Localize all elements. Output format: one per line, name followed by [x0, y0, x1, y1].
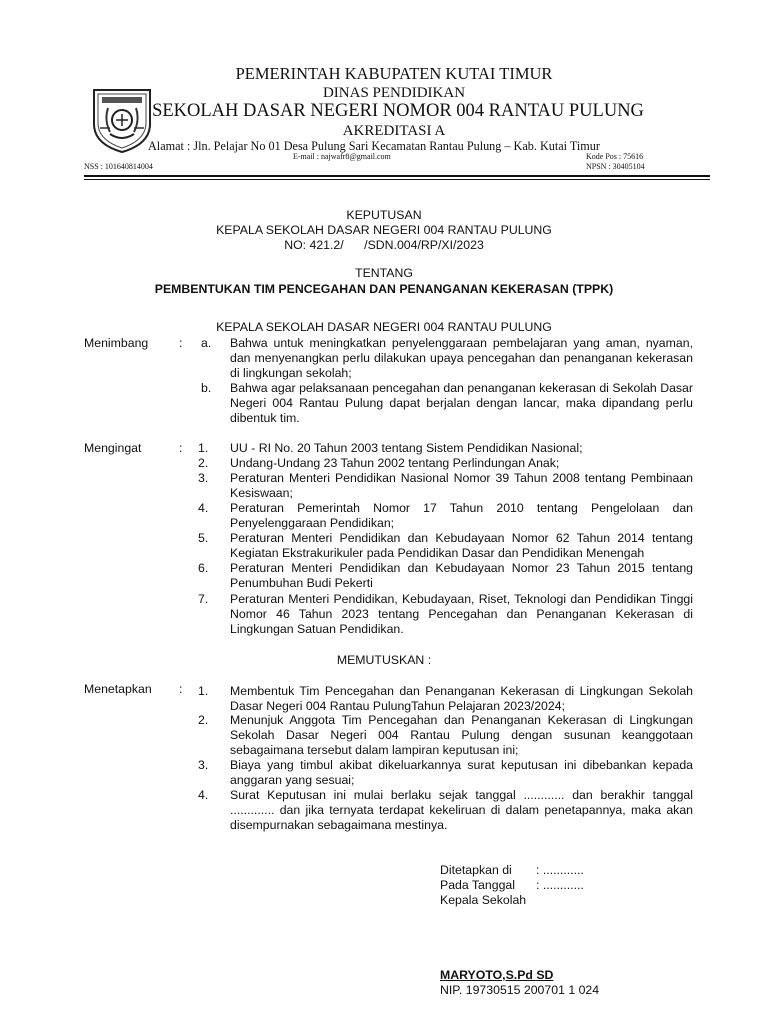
mengingat-item: Peraturan Menteri Pendidikan dan Kebudayaan Nomor 62 Tahun 2014 tentang Kegiatan Ekstrakurikuler pada Pendidikan Dasar dan Pendidikan Menengah	[230, 531, 693, 560]
mengingat-item: Peraturan Pemerintah Nomor 17 Tahun 2010 tentang Pengelolaan dan Penyelenggaraan Pendidikan;	[230, 501, 693, 530]
tanggal-value: : ............	[536, 878, 584, 892]
mengingat-marker: 2.	[198, 456, 209, 470]
ditetapkan-value: : ............	[536, 863, 584, 877]
menimbang-marker: a.	[201, 336, 212, 350]
menetapkan-marker: 3.	[198, 758, 209, 772]
decree-issuer-title: KEPALA SEKOLAH DASAR NEGERI 004 RANTAU PULUNG	[216, 223, 552, 237]
mengingat-item: Peraturan Menteri Pendidikan dan Kebudayaan Nomor 23 Tahun 2015 tentang Penumbuhan Budi Pekerti	[230, 561, 693, 590]
signatory-nip: NIP. 19730515 200701 1 024	[440, 983, 600, 997]
tanggal-label: Pada Tanggal	[440, 878, 515, 892]
mengingat-marker: 5.	[198, 531, 209, 545]
letterhead-postal-code: Kode Pos : 75616	[586, 152, 644, 161]
mengingat-item: UU - RI No. 20 Tahun 2003 tentang Sistem Pendidikan Nasional;	[230, 441, 583, 455]
mengingat-colon: :	[179, 441, 183, 455]
letterhead-rule-thin	[84, 179, 710, 180]
mengingat-marker: 1.	[198, 441, 209, 455]
menimbang-colon: :	[179, 336, 183, 350]
menetapkan-item: Surat Keputusan ini mulai berlaku sejak tanggal ............ dan berakhir tanggal ............. dan jika ternyata terdapat kekeliruan di dalam penetapannya, maka akan disempurnakan sebagaimana mestinya.	[230, 788, 693, 832]
memutuskan-heading: MEMUTUSKAN :	[336, 653, 432, 667]
letterhead-email: E-mail : najwafr8@gmail.com	[293, 152, 391, 161]
letterhead-npsn: NPSN : 30405104	[586, 162, 645, 171]
ditetapkan-label: Ditetapkan di	[440, 863, 512, 877]
decree-heading: KEPUTUSAN	[346, 208, 422, 222]
letterhead-school-name: SEKOLAH DASAR NEGERI NOMOR 004 RANTAU PULUNG	[152, 101, 644, 121]
menimbang-item: Bahwa untuk meningkatkan penyelenggaraan pembelajaran yang aman, nyaman, dan menyenangkan perlu dilakukan upaya pencegahan dan penanganan kekerasan di lingkungan sekolah;	[230, 336, 693, 380]
mengingat-marker: 4.	[198, 501, 209, 515]
signatory-title: Kepala Sekolah	[440, 893, 527, 907]
menimbang-item: Bahwa agar pelaksanaan pencegahan dan penanganan kekerasan di Sekolah Dasar Negeri 004 Rantau Pulung dapat berjalan dengan lancar, maka dipandang perlu dibentuk tim.	[230, 381, 693, 425]
menetapkan-marker: 4.	[198, 788, 209, 802]
mengingat-item: Peraturan Menteri Pendidikan Nasional Nomor 39 Tahun 2008 tentang Pembinaan Kesiswaan;	[230, 471, 693, 500]
mengingat-marker: 6.	[198, 561, 209, 575]
menetapkan-item: Menunjuk Anggota Tim Pencegahan dan Penanganan Kekerasan di Lingkungan Sekolah Dasar Negeri 004 Rantau Pulung dengan susunan keanggotaan sebagaimana tersebut dalam lampiran keputusan ini;	[230, 713, 693, 757]
menetapkan-item: Biaya yang timbul akibat dikeluarkannya surat keputusan ini dibebankan kepada anggaran yang sesuai;	[230, 758, 693, 787]
decree-subject: PEMBENTUKAN TIM PENCEGAHAN DAN PENANGANAN KEKERASAN (TPPK)	[154, 282, 614, 296]
mengingat-item: Peraturan Menteri Pendidikan, Kebudayaan, Riset, Teknologi dan Pendidikan Tinggi Nomor 46 Tahun 2023 tentang Pencegahan dan Penanganan Kekerasan di Lingkungan Satuan Pendidikan.	[230, 592, 693, 636]
mengingat-item: Undang-Undang 23 Tahun 2002 tentang Perlindungan Anak;	[230, 456, 560, 470]
menetapkan-item: Membentuk Tim Pencegahan dan Penanganan Kekerasan di Lingkungan Sekolah Dasar Negeri 004 Rantau PulungTahun Pelajaran 2023/2024;	[230, 684, 693, 713]
mengingat-marker: 7.	[198, 592, 209, 606]
letterhead-government: PEMERINTAH KABUPATEN KUTAI TIMUR	[235, 64, 553, 83]
menetapkan-colon: :	[179, 682, 183, 696]
letterhead-rule-thick	[84, 175, 710, 177]
menetapkan-marker: 1.	[198, 684, 209, 698]
mengingat-marker: 3.	[198, 471, 209, 485]
menetapkan-marker: 2.	[198, 713, 209, 727]
letterhead-accreditation: AKREDITASI A	[342, 123, 446, 139]
menimbang-label: Menimbang	[84, 336, 149, 350]
letterhead-department: DINAS PENDIDIKAN	[322, 85, 466, 101]
menimbang-marker: b.	[201, 381, 212, 395]
decree-number: NO: 421.2/ /SDN.004/RP/XI/2023	[284, 238, 484, 252]
letterhead-address: Alamat : Jln. Pelajar No 01 Desa Pulung Sari Kecamatan Rantau Pulung – Kab. Kutai Timur	[148, 139, 600, 153]
letterhead-nss: NSS : 101640814004	[84, 162, 153, 171]
mengingat-label: Mengingat	[84, 441, 142, 455]
signatory-name: MARYOTO,S.Pd SD	[440, 968, 554, 982]
decree-tentang: TENTANG	[355, 266, 413, 280]
decree-issuer: KEPALA SEKOLAH DASAR NEGERI 004 RANTAU PULUNG	[216, 320, 552, 334]
menetapkan-label: Menetapkan	[84, 682, 152, 696]
